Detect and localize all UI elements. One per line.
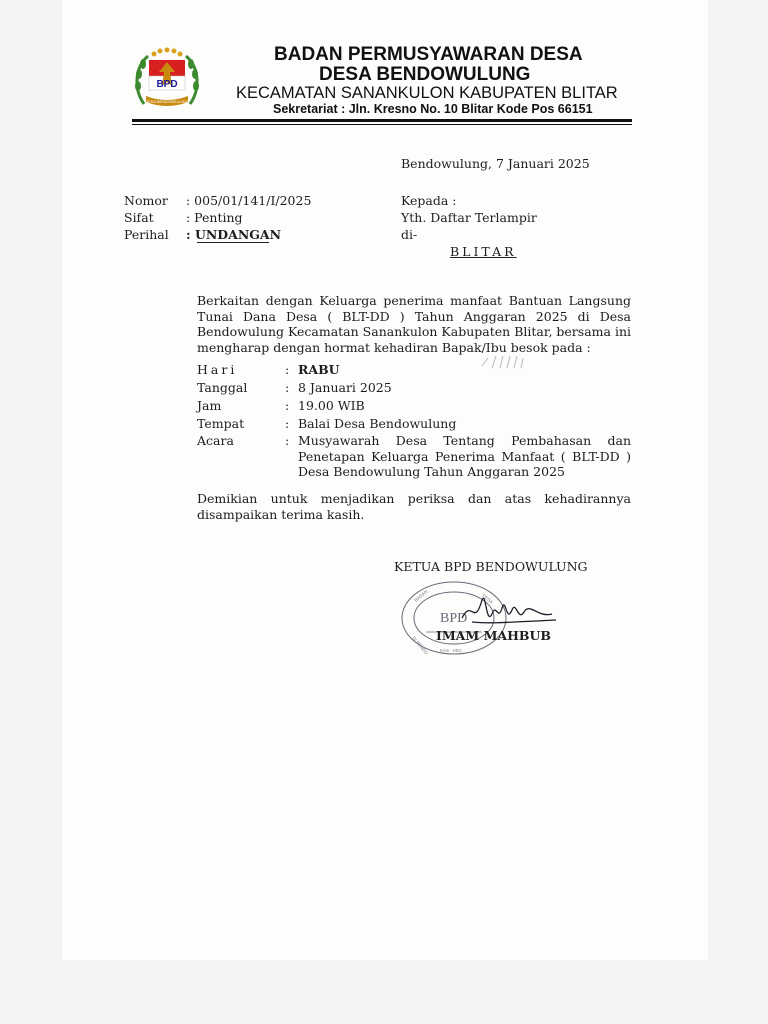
detail-value-tempat: Balai Desa Bendowulung — [298, 416, 457, 431]
detail-colon-tanggal: : — [285, 380, 290, 395]
detail-label-acara: Acara — [197, 433, 234, 448]
detail-label-jam: Jam — [197, 398, 222, 413]
recipient-to: Kepada : — [401, 193, 457, 208]
org-name: BADAN PERMUSYAWARAN DESA — [274, 44, 583, 65]
stamp-text: BPD — [440, 611, 468, 626]
detail-label-tanggal: Tanggal — [197, 380, 248, 395]
detail-value-hari: RABU — [298, 362, 340, 377]
recipient-name: Yth. Daftar Terlampir — [401, 210, 537, 225]
letter-date: Bendowulung, 7 Januari 2025 — [401, 156, 590, 171]
meta-label-nomor: Nomor — [124, 193, 168, 208]
header-rule-thin — [132, 124, 632, 125]
signatory-name: IMAM MAHBUB — [436, 628, 551, 643]
pen-mark — [480, 352, 540, 372]
detail-label-tempat: Tempat — [197, 416, 245, 431]
detail-colon-tempat: : — [285, 416, 290, 431]
detail-colon-jam: : — [285, 398, 290, 413]
meta-label-sifat: Sifat — [124, 210, 154, 225]
svg-text:DESA BENDOWULUNG: DESA BENDOWULUNG — [145, 99, 189, 104]
svg-text:DI BENDO: DI BENDO — [411, 635, 430, 656]
recipient-at: di- — [401, 227, 418, 242]
secretariat-address: Sekretariat : Jln. Kresno No. 10 Blitar Kode Pos 66151 — [273, 102, 593, 116]
closing-paragraph: Demikian untuk menjadikan periksa dan atas kehadirannya disampaikan terima kasih. — [197, 491, 631, 522]
village-name: DESA BENDOWULUNG — [319, 64, 531, 85]
perihal-underline — [197, 242, 269, 243]
detail-value-jam: 19.00 WIB — [298, 398, 365, 413]
detail-value-tanggal: 8 Januari 2025 — [298, 380, 392, 395]
svg-text:BPD: BPD — [156, 79, 178, 90]
meta-value-nomor: : 005/01/141/I/2025 — [186, 193, 312, 208]
svg-text:DESA: DESA — [481, 592, 494, 605]
detail-colon-acara: : — [285, 433, 290, 448]
header-rule-thick — [132, 119, 632, 122]
intro-paragraph: Berkaitan dengan Keluarga penerima manfaat Bantuan Langsung Tunai Dana Desa ( BLT-DD ) Tahun Anggaran 2025 di Desa Bendowulung Kecamatan Sanankulon Kabupaten Blitar, bersama ini mengharap dengan hormat kehadiran Bapak/Ibu besok pada : — [197, 293, 631, 355]
svg-text:KAS · KEC: KAS · KEC — [440, 648, 463, 653]
district-name: KECAMATAN SANANKULON KABUPATEN BLITAR — [236, 84, 618, 102]
detail-value-acara: Musyawarah Desa Tentang Pembahasan dan Penetapan Keluarga Penerima Manfaat ( BLT-DD ) Desa Bendowulung Tahun Anggaran 2025 — [298, 433, 631, 479]
meta-value-perihal: : UNDANGAN — [186, 227, 282, 242]
svg-text:BADAN: BADAN — [413, 588, 429, 603]
bpd-logo — [132, 46, 202, 116]
recipient-city: BLITAR — [450, 244, 517, 259]
meta-value-sifat: : Penting — [186, 210, 243, 225]
detail-colon-hari: : — [285, 362, 290, 377]
letter-paper — [62, 0, 708, 960]
detail-label-hari: Hari — [197, 362, 238, 377]
meta-label-perihal: Perihal — [124, 227, 169, 242]
signatory-title: KETUA BPD BENDOWULUNG — [394, 559, 588, 574]
